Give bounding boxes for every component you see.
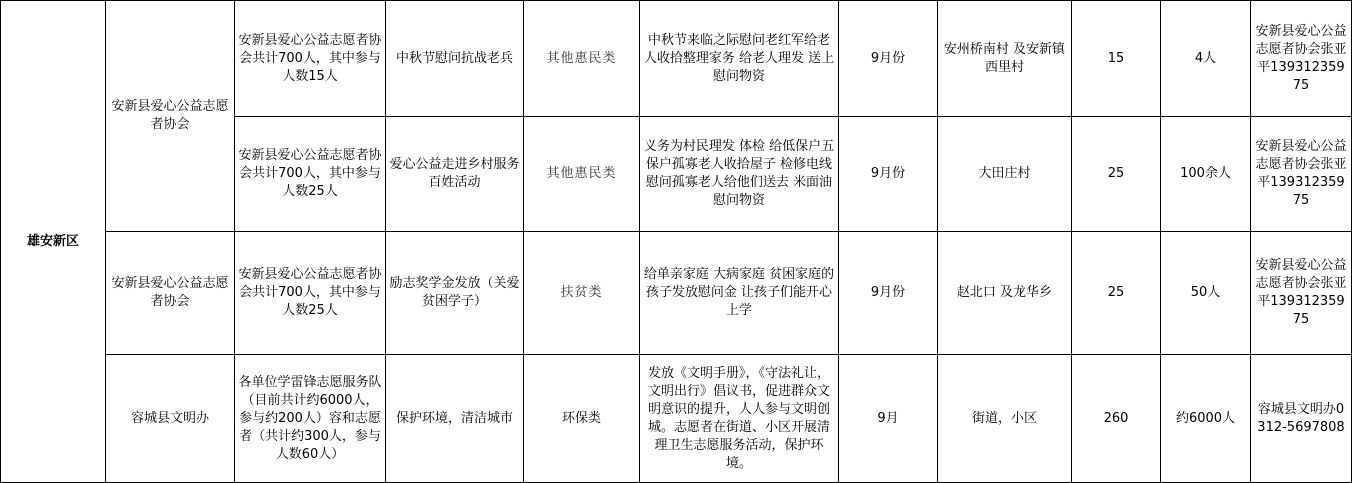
beneficiaries-cell: 100余人 [1161,117,1251,232]
location-cell: 赵北口 及龙华乡 [938,232,1072,355]
time-cell: 9月份 [839,1,938,117]
contact-cell: 容城县文明办0312-5697808 [1251,355,1352,483]
category-cell: 环保类 [524,355,640,483]
contact-cell: 安新县爱心公益志愿者协会张亚平13931235975 [1251,232,1352,355]
location-cell: 大田庄村 [938,117,1072,232]
organizer-cell: 容城县文明办 [106,355,235,483]
participants-cell: 安新县爱心公益志愿者协会共计700人，其中参与人数15人 [235,1,386,117]
participants-cell: 安新县爱心公益志愿者协会共计700人，其中参与人数25人 [235,232,386,355]
location-cell: 安州桥南村 及安新镇西里村 [938,1,1072,117]
category-cell: 其他惠民类 [524,1,640,117]
beneficiaries-cell: 4人 [1161,1,1251,117]
table-row [1,1,1352,117]
content-cell: 中秋节来临之际慰问老红军给老人收拾整理家务 给老人理发 送上慰问物资 [640,1,839,117]
region-cell: 雄安新区 [1,1,106,483]
organizer-cell: 安新县爱心公益志愿者协会 [106,1,235,232]
organizer-cell: 安新县爱心公益志愿者协会 [106,232,235,355]
beneficiaries-cell: 约6000人 [1161,355,1251,483]
time-cell: 9月份 [839,232,938,355]
count-cell: 260 [1072,355,1161,483]
category-cell: 扶贫类 [524,232,640,355]
category-cell: 其他惠民类 [524,117,640,232]
content-cell: 给单亲家庭 大病家庭 贫困家庭的孩子发放慰问金 让孩子们能开心上学 [640,232,839,355]
activity-cell: 爱心公益走进乡村服务百姓活动 [386,117,524,232]
activity-cell: 中秋节慰问抗战老兵 [386,1,524,117]
participants-cell: 各单位学雷锋志愿服务队（目前共计约6000人，参与约200人）容和志愿者（共计约300人，参与人数60人） [235,355,386,483]
participants-cell: 安新县爱心公益志愿者协会共计700人，其中参与人数25人 [235,117,386,232]
count-cell: 15 [1072,1,1161,117]
activity-cell: 励志奖学金发放（关爱贫困学子） [386,232,524,355]
time-cell: 9月份 [839,117,938,232]
location-cell: 街道，小区 [938,355,1072,483]
count-cell: 25 [1072,232,1161,355]
table-row [1,355,1352,483]
time-cell: 9月 [839,355,938,483]
beneficiaries-cell: 50人 [1161,232,1251,355]
contact-cell: 安新县爱心公益志愿者协会张亚平13931235975 [1251,1,1352,117]
contact-cell: 安新县爱心公益志愿者协会张亚平13931235975 [1251,117,1352,232]
count-cell: 25 [1072,117,1161,232]
content-cell: 义务为村民理发 体检 给低保户五保户孤寡老人收拾屋子 检修电线 慰问孤寡老人给他们送去 米面油慰问物资 [640,117,839,232]
activity-cell: 保护环境，清洁城市 [386,355,524,483]
table-row [1,232,1352,355]
content-cell: 发放《文明手册》，《守法礼让，文明出行》倡议书，促进群众文明意识的提升，人人参与文明创城。志愿者在街道、小区开展清理卫生志愿服务活动，保护环境。 [640,355,839,483]
